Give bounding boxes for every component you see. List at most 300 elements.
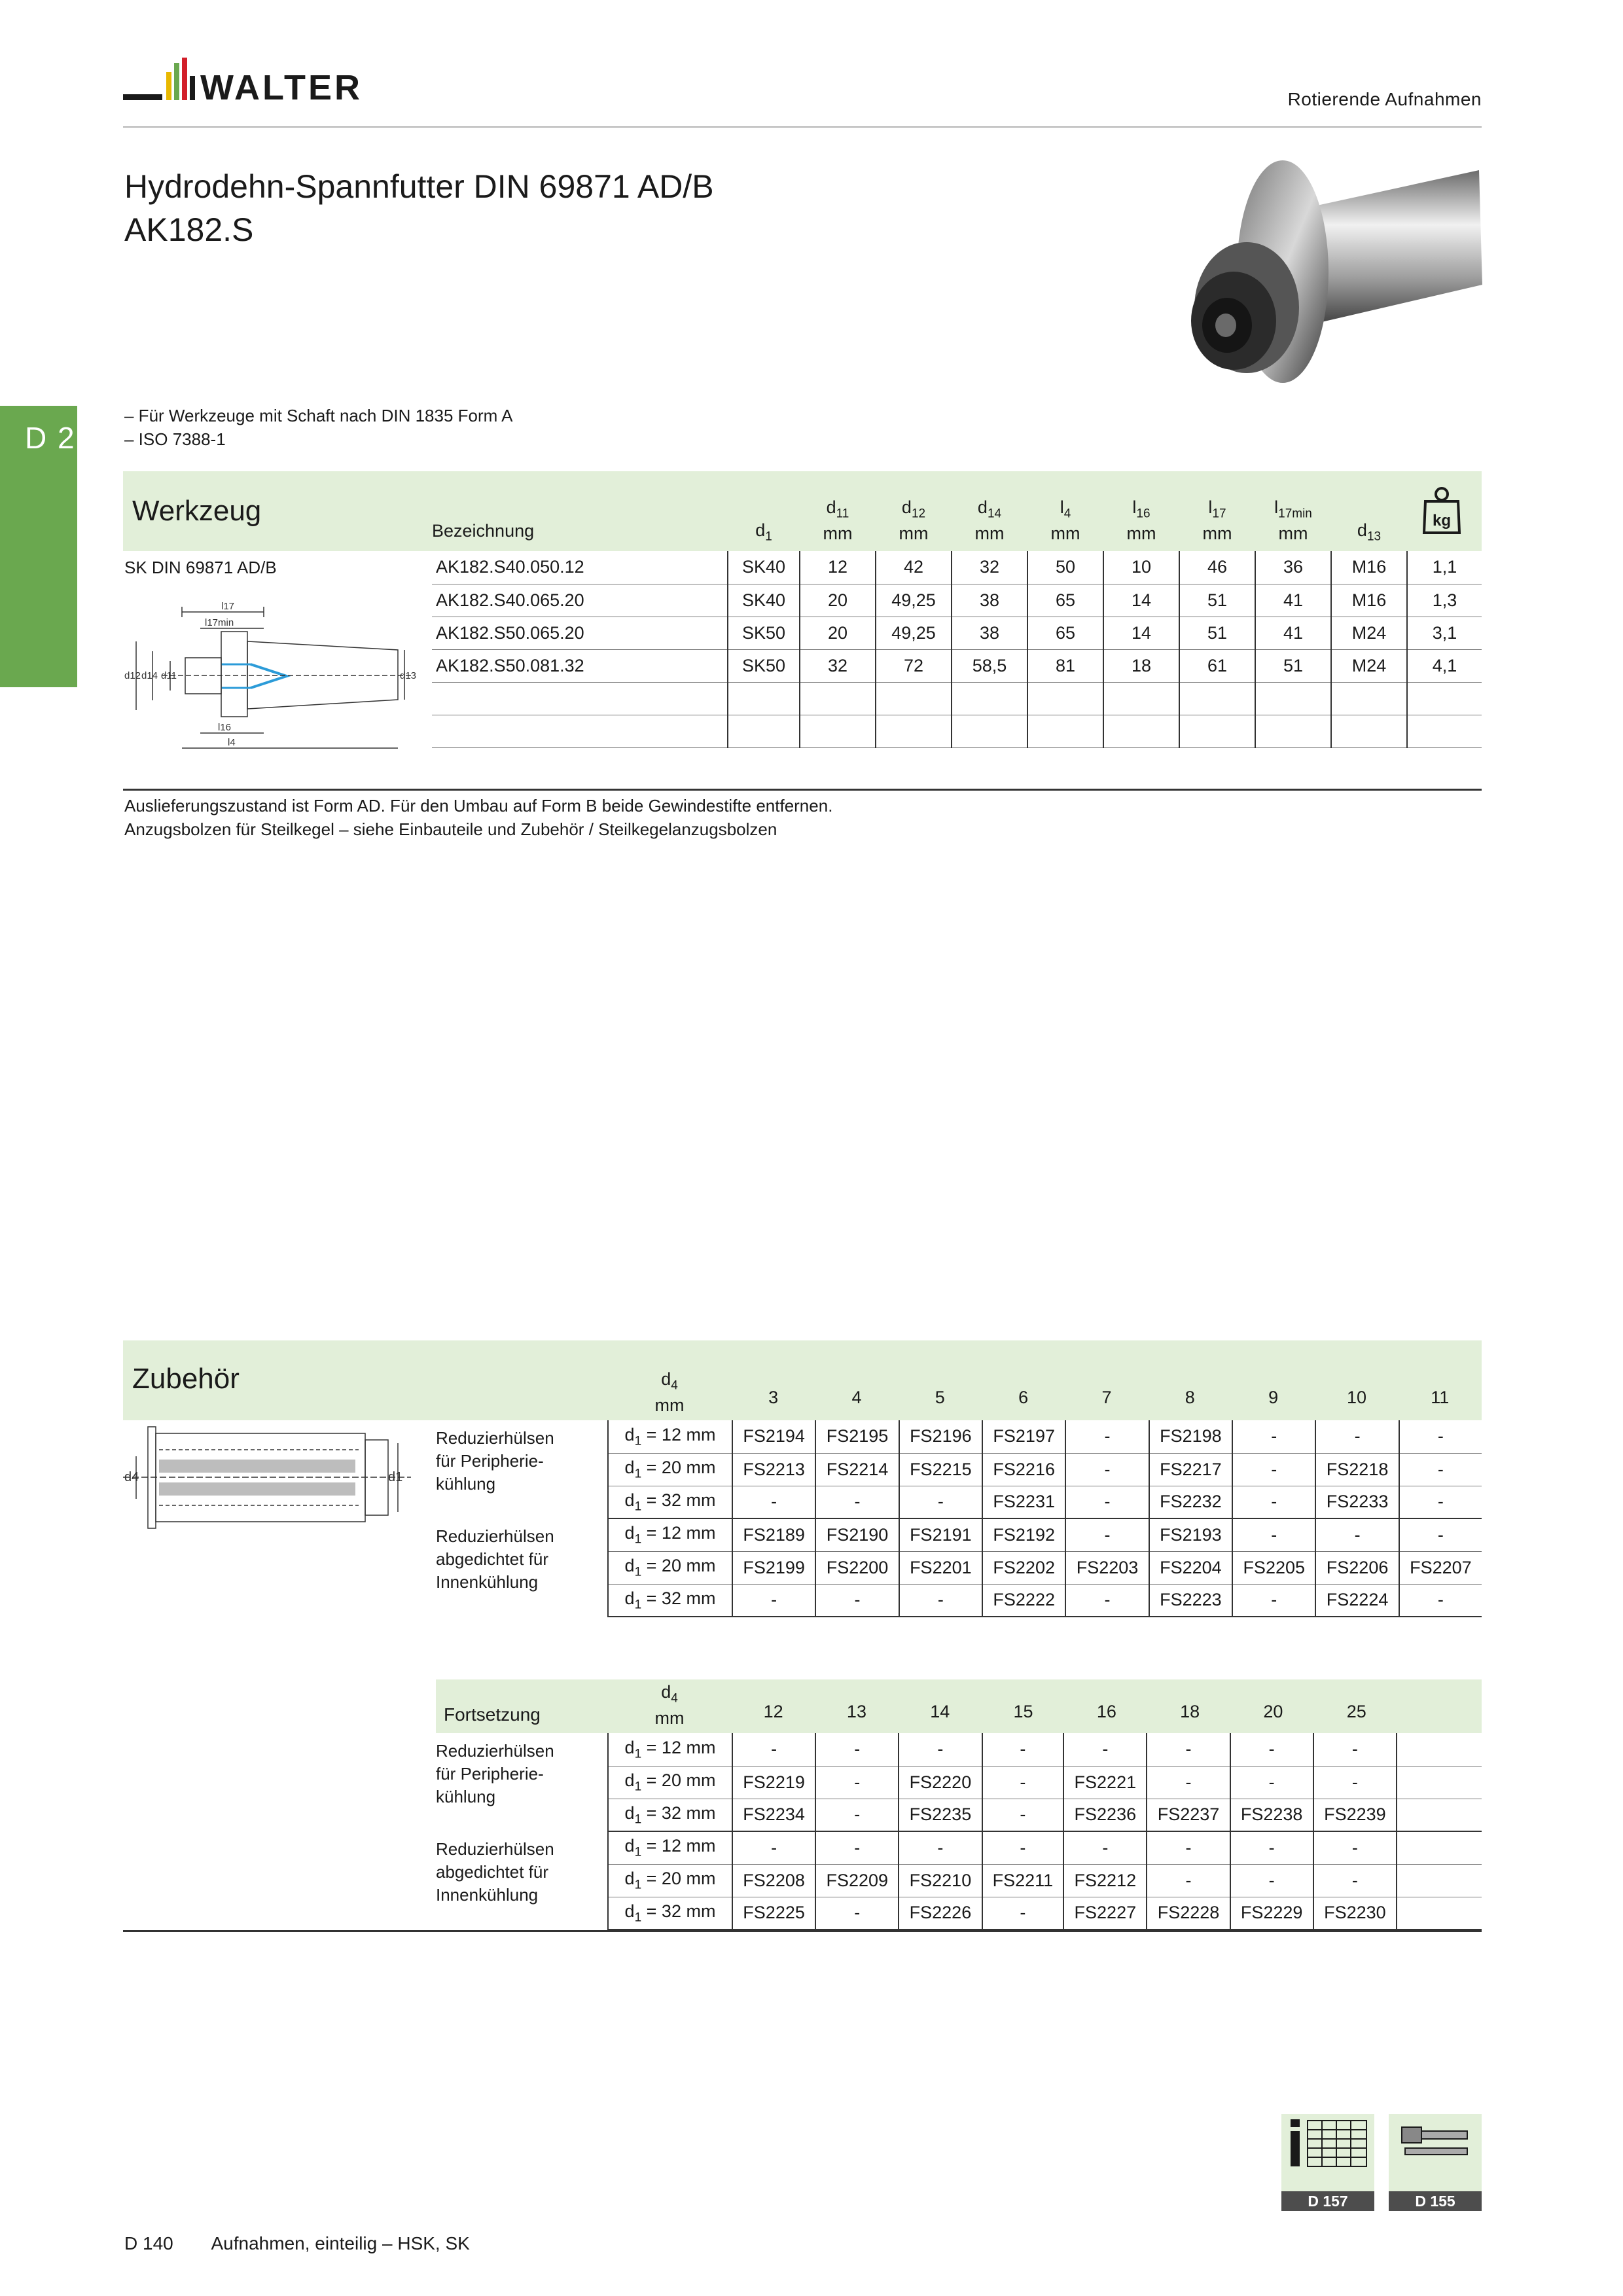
group-label-line: kühlung xyxy=(436,1787,496,1806)
table-cell: 20 xyxy=(800,584,876,617)
zubehoer-group-labels xyxy=(436,1424,606,1621)
product-image xyxy=(1149,147,1489,406)
table-cell: - xyxy=(1065,1584,1149,1617)
col-header-d13: $d_{13}$ xyxy=(1357,520,1382,544)
table-row xyxy=(432,584,1482,617)
info-table-icon xyxy=(1281,2114,1374,2191)
table-cell: - xyxy=(1399,1453,1482,1486)
table-cell: 49,25 xyxy=(876,617,952,649)
table-cell: FS2231 xyxy=(982,1486,1065,1518)
table-row xyxy=(432,682,1482,715)
table-cell: 51 xyxy=(1179,617,1255,649)
table-row xyxy=(608,1518,1482,1551)
size-header: 12 xyxy=(763,1702,783,1721)
header-divider xyxy=(123,126,1482,128)
ref-label: D 157 xyxy=(1281,2191,1374,2211)
table-row xyxy=(608,1864,1482,1897)
fortsetzung-label: Fortsetzung xyxy=(444,1704,541,1725)
zubehoer-table xyxy=(607,1420,1482,1617)
group-label xyxy=(436,1522,606,1621)
note-line: Auslieferungszustand ist Form AD. Für den Umbau auf Form B beide Gewindestifte entfernen. xyxy=(124,796,833,816)
table-row xyxy=(608,1486,1482,1518)
table-cell: FS2211 xyxy=(982,1864,1064,1897)
table-cell: AK182.S40.065.20 xyxy=(432,584,728,617)
table-cell: SK40 xyxy=(728,551,800,584)
d1-cell: $d_1 = 12$ mm xyxy=(608,1733,732,1766)
group-label-line: kühlung xyxy=(436,1474,496,1494)
size-header: 16 xyxy=(1096,1702,1116,1721)
feature-list xyxy=(124,404,512,451)
table-cell xyxy=(876,682,952,715)
col-header-d1: $d_1$ xyxy=(755,520,772,544)
table-cell xyxy=(1103,682,1179,715)
table-cell xyxy=(1397,1733,1482,1766)
table-cell: - xyxy=(982,1766,1064,1799)
table-cell: FS2229 xyxy=(1230,1897,1313,1929)
table-cell: M16 xyxy=(1331,584,1407,617)
size-header: 13 xyxy=(846,1702,866,1721)
table-cell: 10 xyxy=(1103,551,1179,584)
table-cell: FS2203 xyxy=(1065,1551,1149,1584)
table-cell: - xyxy=(1313,1733,1397,1766)
table-cell: 41 xyxy=(1255,584,1331,617)
table-cell xyxy=(800,715,876,747)
table-row xyxy=(608,1584,1482,1617)
d1-cell: $d_1 = 20$ mm xyxy=(608,1453,732,1486)
table-cell: - xyxy=(1063,1733,1147,1766)
table-cell: 41 xyxy=(1255,617,1331,649)
table-cell: FS2199 xyxy=(732,1551,815,1584)
size-header: 6 xyxy=(1018,1388,1029,1407)
table-cell: FS2209 xyxy=(815,1864,899,1897)
svg-text:d12: d12 xyxy=(124,670,141,681)
weight-icon xyxy=(1421,486,1462,538)
table-cell xyxy=(1179,715,1255,747)
table-cell: FS2236 xyxy=(1063,1799,1147,1831)
svg-text:d11: d11 xyxy=(161,670,177,681)
table-cell: 58,5 xyxy=(952,649,1027,682)
table-cell: FS2228 xyxy=(1147,1897,1230,1929)
walter-logo xyxy=(123,58,401,114)
table-cell: SK50 xyxy=(728,649,800,682)
reducing-sleeve-drawing xyxy=(123,1424,411,1532)
table-cell xyxy=(1331,715,1407,747)
table-cell: - xyxy=(1232,1518,1315,1551)
col-header-d12: $d_{12}$ mm xyxy=(899,497,929,544)
table-cell xyxy=(800,682,876,715)
table-cell: SK40 xyxy=(728,584,800,617)
table-cell: - xyxy=(1230,1766,1313,1799)
section-header: Rotierende Aufnahmen xyxy=(1287,89,1482,109)
col-header-l17min: $l_{17min}$ mm xyxy=(1274,497,1312,544)
table-cell: - xyxy=(815,1897,899,1929)
col-header-l4: $l_4$ mm xyxy=(1050,497,1080,544)
d1-cell: $d_1 = 32$ mm xyxy=(608,1897,732,1929)
table-row xyxy=(432,649,1482,682)
group-label-line: Reduzierhülsen xyxy=(436,1741,554,1761)
table-cell: 51 xyxy=(1255,649,1331,682)
table-cell xyxy=(1397,1831,1482,1864)
table-cell: FS2210 xyxy=(899,1864,982,1897)
table-cell: FS2218 xyxy=(1315,1453,1399,1486)
brand-name: WALTER xyxy=(200,68,363,107)
table-cell: 65 xyxy=(1027,584,1103,617)
group-label-line: Reduzierhülsen xyxy=(436,1526,554,1546)
table-cell xyxy=(1027,682,1103,715)
table-cell: - xyxy=(899,1831,982,1864)
svg-text:d13: d13 xyxy=(400,670,417,681)
table-cell: - xyxy=(1065,1453,1149,1486)
table-cell: 32 xyxy=(952,551,1027,584)
table-cell: SK50 xyxy=(728,617,800,649)
table-cell: 20 xyxy=(800,617,876,649)
note-line: Anzugsbolzen für Steilkegel – siehe Einbauteile und Zubehör / Steilkegelanzugsbolzen xyxy=(124,819,777,839)
table-cell: - xyxy=(982,1733,1064,1766)
col-header-d14: $d_{14}$ mm xyxy=(974,497,1005,544)
tool-type-label: SK DIN 69871 AD/B xyxy=(124,558,277,577)
tool-section-drawing xyxy=(123,592,424,766)
table-cell: FS2214 xyxy=(815,1453,899,1486)
table-row xyxy=(432,617,1482,649)
table-cell: 38 xyxy=(952,584,1027,617)
table-row xyxy=(608,1733,1482,1766)
table-cell: FS2234 xyxy=(732,1799,815,1831)
table-cell: FS2194 xyxy=(732,1420,815,1453)
table-cell: 1,3 xyxy=(1407,584,1482,617)
table-cell: FS2191 xyxy=(899,1518,982,1551)
size-header: 9 xyxy=(1268,1388,1279,1407)
group-label-line: für Peripherie- xyxy=(436,1451,544,1471)
table-cell xyxy=(1255,682,1331,715)
table-cell: - xyxy=(815,1766,899,1799)
table-cell xyxy=(432,715,728,747)
table-cell: - xyxy=(1232,1584,1315,1617)
size-header: 25 xyxy=(1346,1702,1366,1721)
table-cell: FS2232 xyxy=(1149,1486,1232,1518)
svg-text:l17: l17 xyxy=(221,601,235,612)
col-header-l17: $l_{17}$ mm xyxy=(1202,497,1232,544)
table-cell: FS2221 xyxy=(1063,1766,1147,1799)
table-cell: - xyxy=(1065,1486,1149,1518)
table-cell: FS2239 xyxy=(1313,1799,1397,1831)
table-cell: 14 xyxy=(1103,617,1179,649)
table-cell: - xyxy=(732,1831,815,1864)
col-header-l16: $l_{16}$ mm xyxy=(1126,497,1156,544)
table-cell: 32 xyxy=(800,649,876,682)
ref-label: D 155 xyxy=(1389,2191,1482,2211)
table-cell: FS2213 xyxy=(732,1453,815,1486)
table-cell: 38 xyxy=(952,617,1027,649)
wrench-tool-icon xyxy=(1389,2114,1482,2191)
table-cell: FS2197 xyxy=(982,1420,1065,1453)
table-cell: - xyxy=(815,1733,899,1766)
col-header-bezeichnung: Bezeichnung xyxy=(432,521,535,541)
svg-text:l17min: l17min xyxy=(205,617,234,628)
table-cell: - xyxy=(1313,1831,1397,1864)
table-cell xyxy=(1179,682,1255,715)
table-cell xyxy=(1397,1766,1482,1799)
table-cell: 3,1 xyxy=(1407,617,1482,649)
table-cell xyxy=(1027,715,1103,747)
table-cell: FS2217 xyxy=(1149,1453,1232,1486)
fortsetzung-d4-header: $d_4$ mm xyxy=(654,1682,685,1729)
fortsetzung-group-labels xyxy=(436,1737,606,1933)
size-header: 20 xyxy=(1263,1702,1283,1721)
table-cell xyxy=(432,682,728,715)
table-cell xyxy=(1397,1897,1482,1929)
title-line-2: AK182.S xyxy=(124,211,254,248)
table-cell xyxy=(1103,715,1179,747)
table-cell xyxy=(1331,682,1407,715)
table-cell: FS2224 xyxy=(1315,1584,1399,1617)
table-cell: FS2202 xyxy=(982,1551,1065,1584)
table-cell: 50 xyxy=(1027,551,1103,584)
zubehoer-label: Zubehör xyxy=(132,1363,240,1395)
table-cell: FS2204 xyxy=(1149,1551,1232,1584)
table-row xyxy=(608,1551,1482,1584)
table-cell: - xyxy=(815,1584,899,1617)
svg-text:kg: kg xyxy=(1432,512,1452,529)
table-cell: FS2215 xyxy=(899,1453,982,1486)
table-cell: - xyxy=(1315,1518,1399,1551)
d1-cell: $d_1 = 32$ mm xyxy=(608,1584,732,1617)
d1-cell: $d_1 = 12$ mm xyxy=(608,1420,732,1453)
d1-cell: $d_1 = 20$ mm xyxy=(608,1766,732,1799)
table-cell: 81 xyxy=(1027,649,1103,682)
table-cell: 49,25 xyxy=(876,584,952,617)
table-cell: FS2230 xyxy=(1313,1897,1397,1929)
chapter-tab: D 2 xyxy=(0,406,77,687)
zubehoer-header-band xyxy=(123,1340,1482,1420)
fortsetzung-table xyxy=(607,1733,1482,1930)
group-label-line: abgedichtet für xyxy=(436,1862,549,1882)
table-cell: 42 xyxy=(876,551,952,584)
size-header: 15 xyxy=(1013,1702,1033,1721)
page-title xyxy=(124,165,714,251)
svg-text:d1: d1 xyxy=(388,1470,403,1484)
table-cell: 18 xyxy=(1103,649,1179,682)
table-cell: 12 xyxy=(800,551,876,584)
table-cell: - xyxy=(1399,1486,1482,1518)
table-cell: FS2207 xyxy=(1399,1551,1482,1584)
footer-text: Aufnahmen, einteilig – HSK, SK xyxy=(211,2233,470,2253)
table-cell: FS2200 xyxy=(815,1551,899,1584)
table-cell: AK182.S50.065.20 xyxy=(432,617,728,649)
table-cell xyxy=(952,682,1027,715)
size-header: 10 xyxy=(1346,1388,1366,1407)
group-label-line: Reduzierhülsen xyxy=(436,1428,554,1448)
table-row xyxy=(608,1799,1482,1831)
table-cell: M24 xyxy=(1331,649,1407,682)
table-cell: 72 xyxy=(876,649,952,682)
table-cell: FS2222 xyxy=(982,1584,1065,1617)
table-cell: 61 xyxy=(1179,649,1255,682)
table-cell: - xyxy=(899,1584,982,1617)
d1-cell: $d_1 = 12$ mm xyxy=(608,1518,732,1551)
table-cell: - xyxy=(1147,1733,1230,1766)
table-cell xyxy=(1397,1864,1482,1897)
table-cell: - xyxy=(815,1799,899,1831)
table-cell: - xyxy=(1065,1420,1149,1453)
table-cell: - xyxy=(1230,1831,1313,1864)
table-cell: FS2227 xyxy=(1063,1897,1147,1929)
table-cell: AK182.S50.081.32 xyxy=(432,649,728,682)
table-cell: FS2225 xyxy=(732,1897,815,1929)
size-header: 3 xyxy=(768,1388,779,1407)
table-row xyxy=(608,1831,1482,1864)
table-cell: - xyxy=(1147,1864,1230,1897)
table-cell: FS2201 xyxy=(899,1551,982,1584)
table-row xyxy=(432,551,1482,584)
svg-text:l16: l16 xyxy=(218,722,232,733)
table-cell: FS2198 xyxy=(1149,1420,1232,1453)
size-header: 5 xyxy=(935,1388,945,1407)
d1-cell: $d_1 = 32$ mm xyxy=(608,1799,732,1831)
table-cell xyxy=(1407,682,1482,715)
feature-item: – ISO 7388-1 xyxy=(124,429,226,449)
table-cell: - xyxy=(982,1799,1064,1831)
table-cell xyxy=(952,715,1027,747)
d1-cell: $d_1 = 20$ mm xyxy=(608,1551,732,1584)
table-cell xyxy=(728,715,800,747)
d1-cell: $d_1 = 32$ mm xyxy=(608,1486,732,1518)
table-cell: FS2223 xyxy=(1149,1584,1232,1617)
table-cell: - xyxy=(815,1486,899,1518)
group-label xyxy=(436,1424,606,1522)
size-header: 18 xyxy=(1180,1702,1200,1721)
table-cell: - xyxy=(1147,1831,1230,1864)
table-cell: - xyxy=(815,1831,899,1864)
table-cell: - xyxy=(899,1486,982,1518)
table-cell: FS2206 xyxy=(1315,1551,1399,1584)
svg-text:d4: d4 xyxy=(124,1470,139,1484)
table-cell: FS2237 xyxy=(1147,1799,1230,1831)
ref-d155[interactable] xyxy=(1389,2114,1482,2211)
table-cell: 46 xyxy=(1179,551,1255,584)
table-cell: - xyxy=(732,1486,815,1518)
zubehoer-size-header xyxy=(732,1388,1482,1408)
table-cell: 1,1 xyxy=(1407,551,1482,584)
delivery-notes xyxy=(124,794,832,841)
table-cell: 4,1 xyxy=(1407,649,1482,682)
table-cell: FS2192 xyxy=(982,1518,1065,1551)
table-row xyxy=(608,1897,1482,1929)
table-row xyxy=(608,1420,1482,1453)
table-cell: - xyxy=(1313,1766,1397,1799)
table-cell xyxy=(1407,715,1482,747)
table-cell xyxy=(1255,715,1331,747)
table-cell: FS2238 xyxy=(1230,1799,1313,1831)
d1-cell: $d_1 = 12$ mm xyxy=(608,1831,732,1864)
werkzeug-table xyxy=(432,551,1482,748)
werkzeug-label: Werkzeug xyxy=(132,495,262,527)
group-label-line: Innenkühlung xyxy=(436,1572,539,1592)
size-header: 14 xyxy=(930,1702,950,1721)
table-cell: FS2205 xyxy=(1232,1551,1315,1584)
table-cell: FS2189 xyxy=(732,1518,815,1551)
ref-d157[interactable] xyxy=(1281,2114,1374,2211)
table-cell: - xyxy=(1399,1420,1482,1453)
table-row xyxy=(432,715,1482,747)
group-label xyxy=(436,1835,606,1933)
table-cell: - xyxy=(899,1733,982,1766)
svg-text:l4: l4 xyxy=(228,737,236,748)
title-line-1: Hydrodehn-Spannfutter DIN 69871 AD/B xyxy=(124,168,714,205)
page-footer xyxy=(124,2233,470,2254)
group-label-line: für Peripherie- xyxy=(436,1764,544,1784)
table-cell: FS2193 xyxy=(1149,1518,1232,1551)
table-cell: - xyxy=(732,1584,815,1617)
table-cell: - xyxy=(1232,1453,1315,1486)
table-cell: - xyxy=(1399,1518,1482,1551)
zubehoer-d4-header: $d_4$ mm xyxy=(654,1369,685,1416)
table-cell: FS2235 xyxy=(899,1799,982,1831)
svg-text:d14: d14 xyxy=(141,670,158,681)
table-cell: - xyxy=(1230,1864,1313,1897)
table-cell: - xyxy=(1232,1420,1315,1453)
table-cell: - xyxy=(732,1733,815,1766)
table-cell: FS2190 xyxy=(815,1518,899,1551)
table-cell: 65 xyxy=(1027,617,1103,649)
d1-cell: $d_1 = 20$ mm xyxy=(608,1864,732,1897)
table-cell xyxy=(1397,1799,1482,1831)
table-cell: AK182.S40.050.12 xyxy=(432,551,728,584)
table-cell: M24 xyxy=(1331,617,1407,649)
table-cell: 51 xyxy=(1179,584,1255,617)
col-header-d11: $d_{11}$ mm xyxy=(823,497,853,544)
group-label xyxy=(436,1737,606,1835)
table-cell: FS2212 xyxy=(1063,1864,1147,1897)
size-header: 11 xyxy=(1431,1388,1450,1407)
werkzeug-table-bottom-rule xyxy=(123,789,1482,791)
table-row xyxy=(608,1766,1482,1799)
table-cell: - xyxy=(982,1831,1064,1864)
table-cell: - xyxy=(982,1897,1064,1929)
size-header: 7 xyxy=(1101,1388,1112,1407)
table-cell: M16 xyxy=(1331,551,1407,584)
table-cell: - xyxy=(1063,1831,1147,1864)
table-cell: FS2226 xyxy=(899,1897,982,1929)
table-cell xyxy=(728,682,800,715)
group-label-line: Innenkühlung xyxy=(436,1885,539,1905)
fortsetzung-bottom-rule xyxy=(123,1930,1482,1932)
table-row xyxy=(608,1453,1482,1486)
table-cell: FS2208 xyxy=(732,1864,815,1897)
table-cell: - xyxy=(1065,1518,1149,1551)
table-cell: - xyxy=(1147,1766,1230,1799)
table-cell: FS2196 xyxy=(899,1420,982,1453)
table-cell xyxy=(876,715,952,747)
table-cell: FS2233 xyxy=(1315,1486,1399,1518)
size-header: 8 xyxy=(1185,1388,1195,1407)
fortsetzung-size-header xyxy=(732,1702,1482,1722)
table-cell: FS2220 xyxy=(899,1766,982,1799)
table-cell: FS2219 xyxy=(732,1766,815,1799)
size-header: 4 xyxy=(851,1388,862,1407)
page-number: D 140 xyxy=(124,2233,173,2253)
table-cell: - xyxy=(1313,1864,1397,1897)
table-cell: FS2195 xyxy=(815,1420,899,1453)
table-cell: - xyxy=(1230,1733,1313,1766)
table-cell: 14 xyxy=(1103,584,1179,617)
table-cell: - xyxy=(1315,1420,1399,1453)
table-cell: - xyxy=(1399,1584,1482,1617)
group-label-line: Reduzierhülsen xyxy=(436,1839,554,1859)
table-cell: 36 xyxy=(1255,551,1331,584)
group-label-line: abgedichtet für xyxy=(436,1549,549,1569)
table-cell: FS2216 xyxy=(982,1453,1065,1486)
table-cell: - xyxy=(1232,1486,1315,1518)
